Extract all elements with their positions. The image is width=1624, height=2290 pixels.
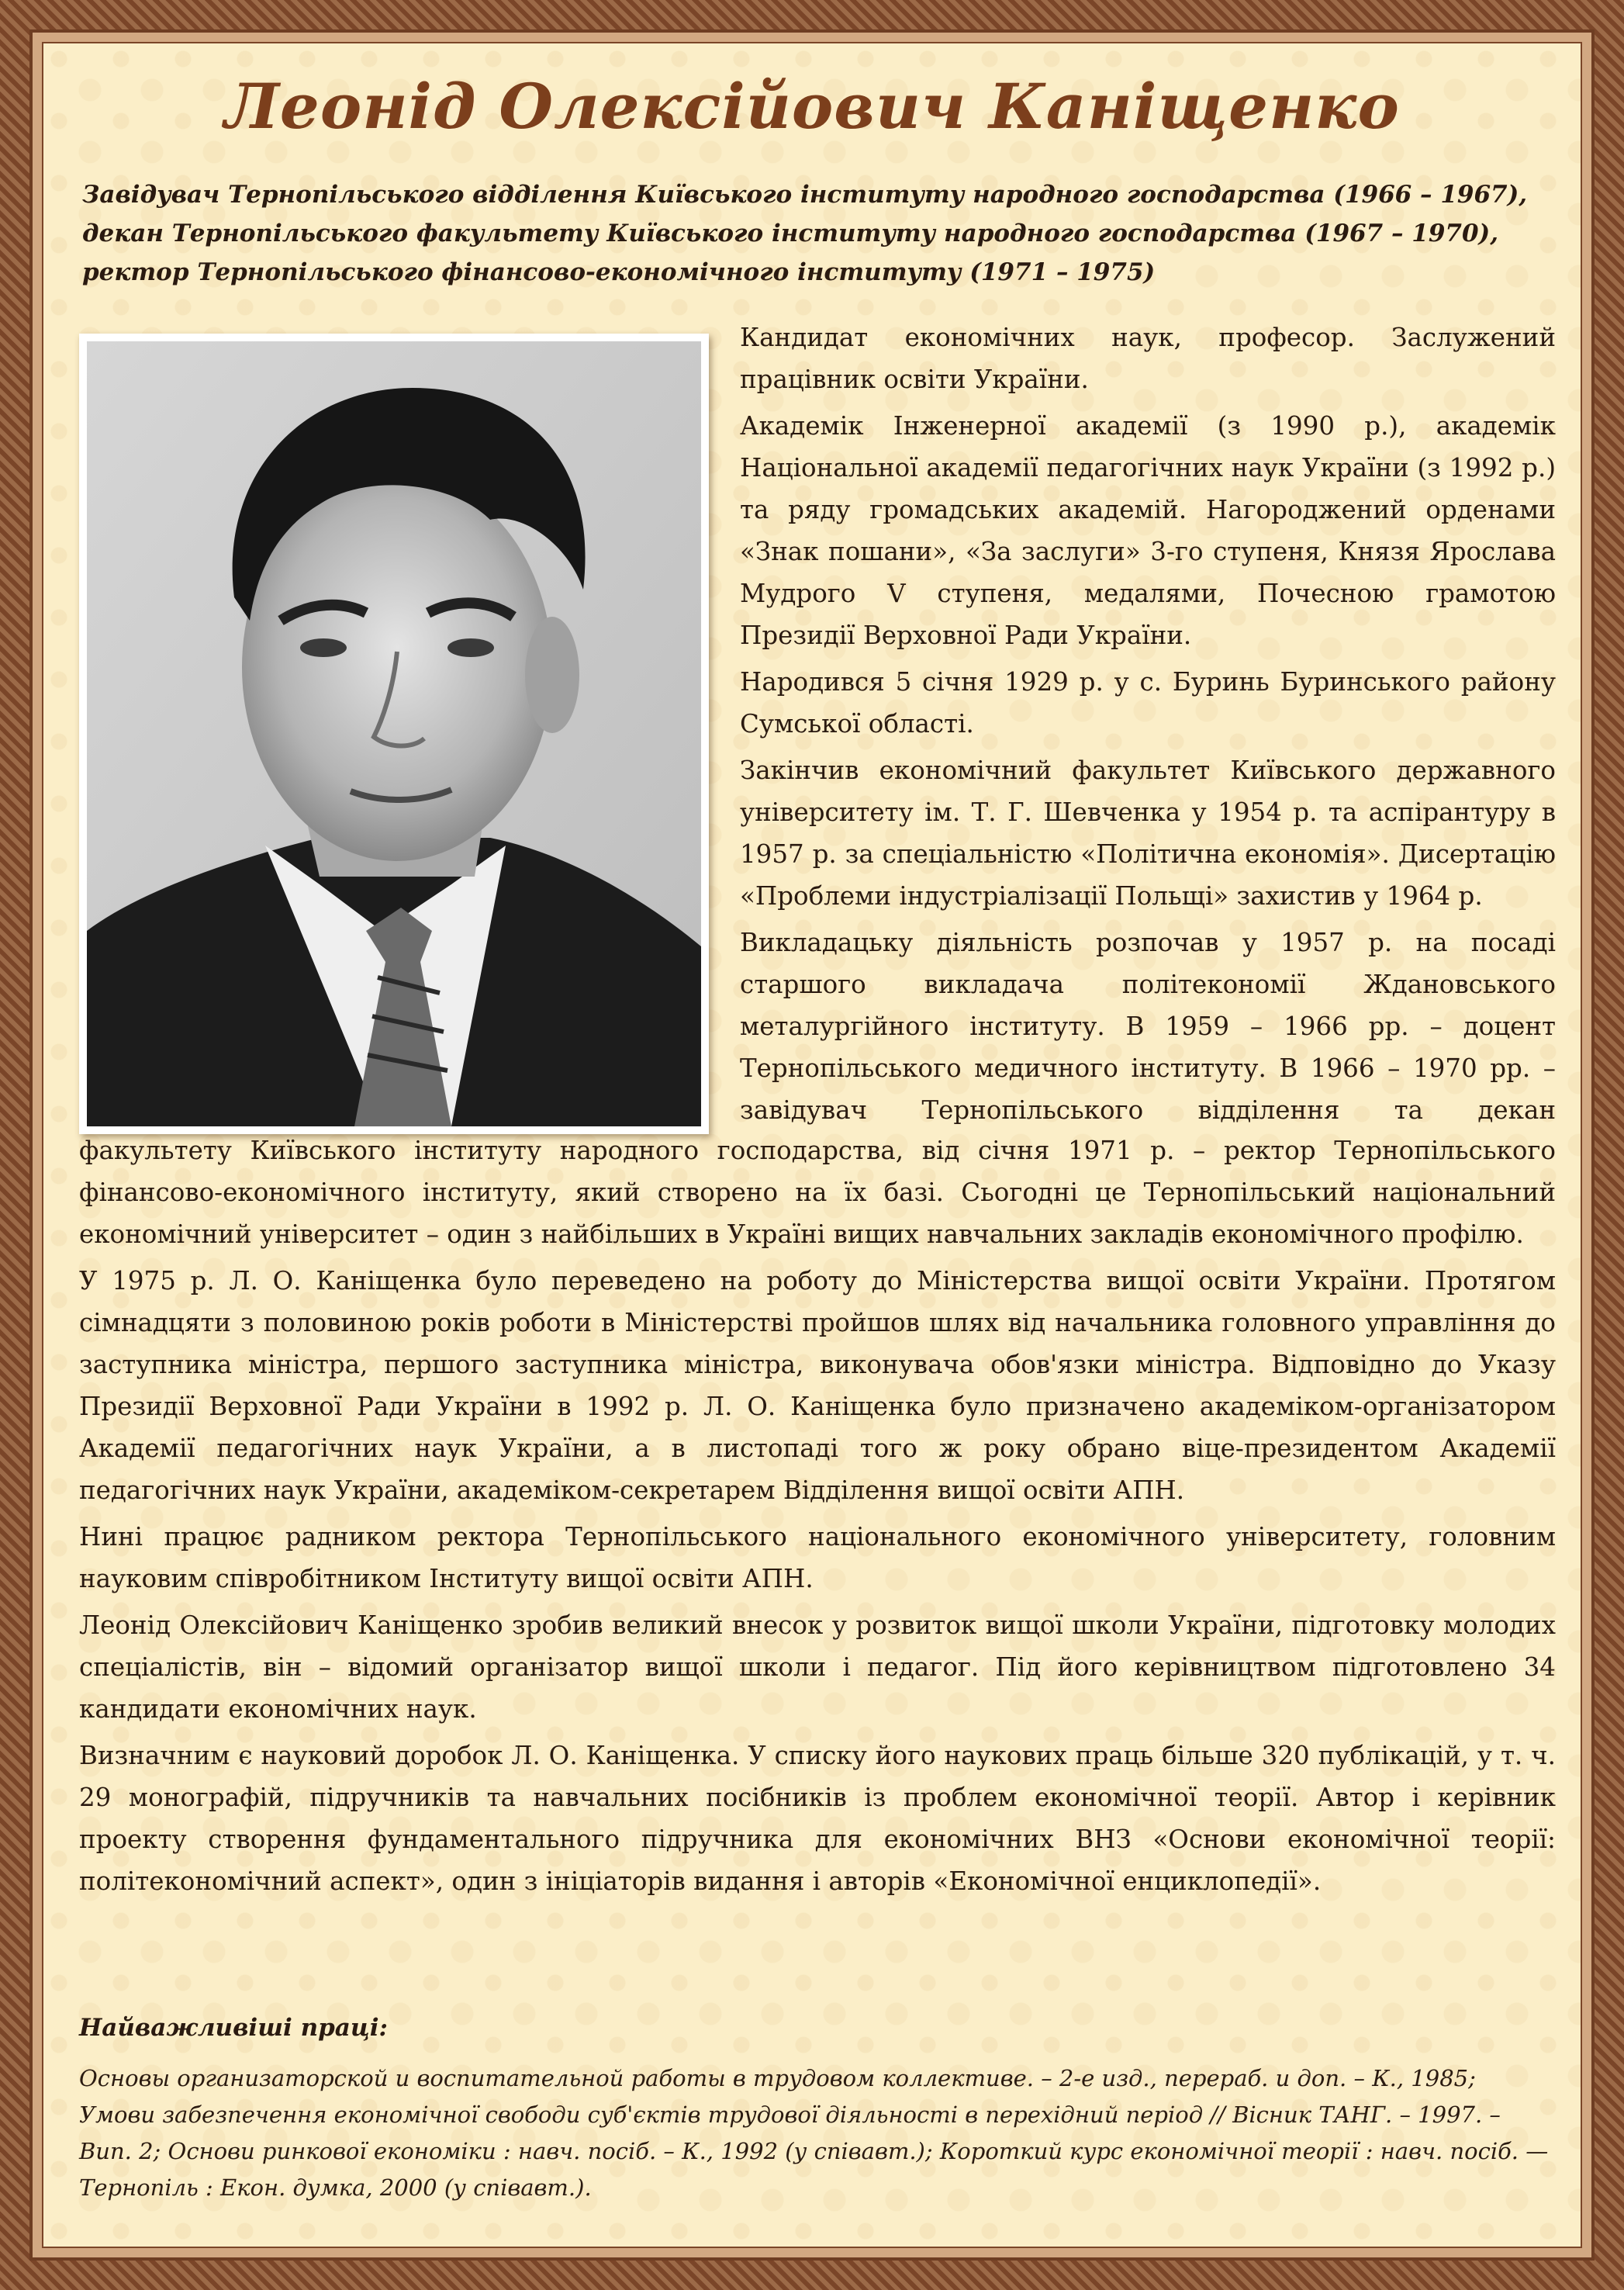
bio-paragraph: У 1975 р. Л. О. Каніщенка було переведено на роботу до Міністерства вищої освіти України. Протягом сімнадцяти з половиною років роботи в Міністерстві пройшов шлях від начальника головного управління до заступника міністра, першого заступника міністра, виконувача обов'язки міністра. Відповідно до Указу Президії Верховної Ради України в 1992 р. Л. О. Каніщенка було призначено академіком-організатором Академії педагогічних наук України, а в листопаді того ж року обрано віце-президентом Академії педагогічних наук України, академіком-секретарем Відділення вищої освіти АПН. (79, 1266, 1556, 1505)
bio-paragraph: Леонід Олексійович Каніщенко зробив великий внесок у розвиток вищої школи України, підготовку молодих спеціалістів, він – відомий організатор вищої школи і педагог. Під його керівництвом підготовлено 34 кандидати економічних наук. (79, 1610, 1556, 1724)
biography-right-column (740, 317, 1556, 1136)
works-line: Вип. 2; Основи ринкової економіки : навч. посіб. – К., 1992 (у співавт.); Короткий курс економічної теорії : навч. посіб. — (79, 2138, 1549, 2164)
bio-paragraph: Закінчив економічний факультет Київського державного університету ім. Т. Г. Шевченка у 1954 р. та аспірантуру в 1957 р. за спеціальністю «Політична економія». Дисертацію «Проблеми індустріалізації Польщі» захистив у 1964 р. (740, 756, 1556, 911)
works-heading: Найважливіші праці: (79, 2014, 388, 2042)
bio-paragraph: Нині працює радником ректора Тернопільського національного економічного університету, головним науковим співробітником Інституту вищої освіти АПН. (79, 1522, 1556, 1593)
positions-subtitle (82, 175, 1556, 292)
portrait-frame (79, 334, 709, 1134)
bio-paragraph: Кандидат економічних наук, професор. Заслужений працівник освіти України. (740, 323, 1556, 394)
subtitle-line: ректор Тернопільського фінансово-економічного інституту (1971 – 1975) (82, 258, 1156, 286)
page-title: Леонід Олексійович Каніщенко (224, 70, 1400, 143)
poster-sheet (43, 43, 1581, 2247)
bio-paragraph: факультету Київського інституту народного господарства, від січня 1971 р. – ректор Тернопільського фінансово-економічного інституту, який створено на їх базі. Сьогодні це Тернопільський національний економічний університет – один з найбільших в Україні вищих навчальних закладів економічного профілю. (79, 1136, 1556, 1249)
bio-paragraph: Викладацьку діяльність розпочав у 1957 р. на посаді старшого викладача політекономії Ждановського металургійного інституту. В 1959 – 1966 рр. – доцент Тернопільського медичного інституту. В 1966 – 1970 рр. – завідувач Тернопільського відділення та декан (740, 928, 1556, 1125)
works-line: Основы организаторской и воспитательной работы в трудовом коллективе. – 2-е изд., перераб. и доп. – К., 1985; (79, 2065, 1476, 2091)
works-line: Тернопіль : Екон. думка, 2000 (у співавт.). (79, 2174, 592, 2201)
works-line: Умови забезпечення економічної свободи суб'єктів трудової діяльності в перехідний період // Вісник ТАНГ. – 1997. – (79, 2101, 1501, 2128)
portrait-illustration (87, 341, 701, 1126)
subtitle-line: Завідувач Тернопільського відділення Київського інституту народного господарства (1966 – 1967), (82, 181, 1528, 209)
biography-full-width (79, 1129, 1556, 1907)
subtitle-line: декан Тернопільського факультету Київського інституту народного господарства (1967 – 1970), (82, 220, 1499, 247)
portrait-photo-icon (87, 341, 701, 1126)
bio-paragraph: Визначним є науковий доробок Л. О. Каніщенка. У списку його наукових праць більше 320 публікацій, у т. ч. 29 монографій, підручників та навчальних посібників із проблем економічної теорії. Автор і керівник проекту створення фундаментального підручника для економічних ВНЗ «Основи економічної теорії: політекономічний аспект», один з ініціаторів видання і авторів «Економічної енциклопедії». (79, 1741, 1556, 1896)
works-list (79, 2060, 1556, 2206)
bio-paragraph: Народився 5 січня 1929 р. у с. Буринь Буринського району Сумської області. (740, 667, 1556, 739)
bio-paragraph: Академік Інженерної академії (з 1990 р.), академік Національної академії педагогічних наук України (з 1992 р.) та ряду громадських академій. Нагороджений орденами «Знак пошани», «За заслуги» 3-го ступеня, Князя Ярослава Мудрого V ступеня, медалями, Почесною грамотою Президії Верховної Ради України. (740, 411, 1556, 650)
